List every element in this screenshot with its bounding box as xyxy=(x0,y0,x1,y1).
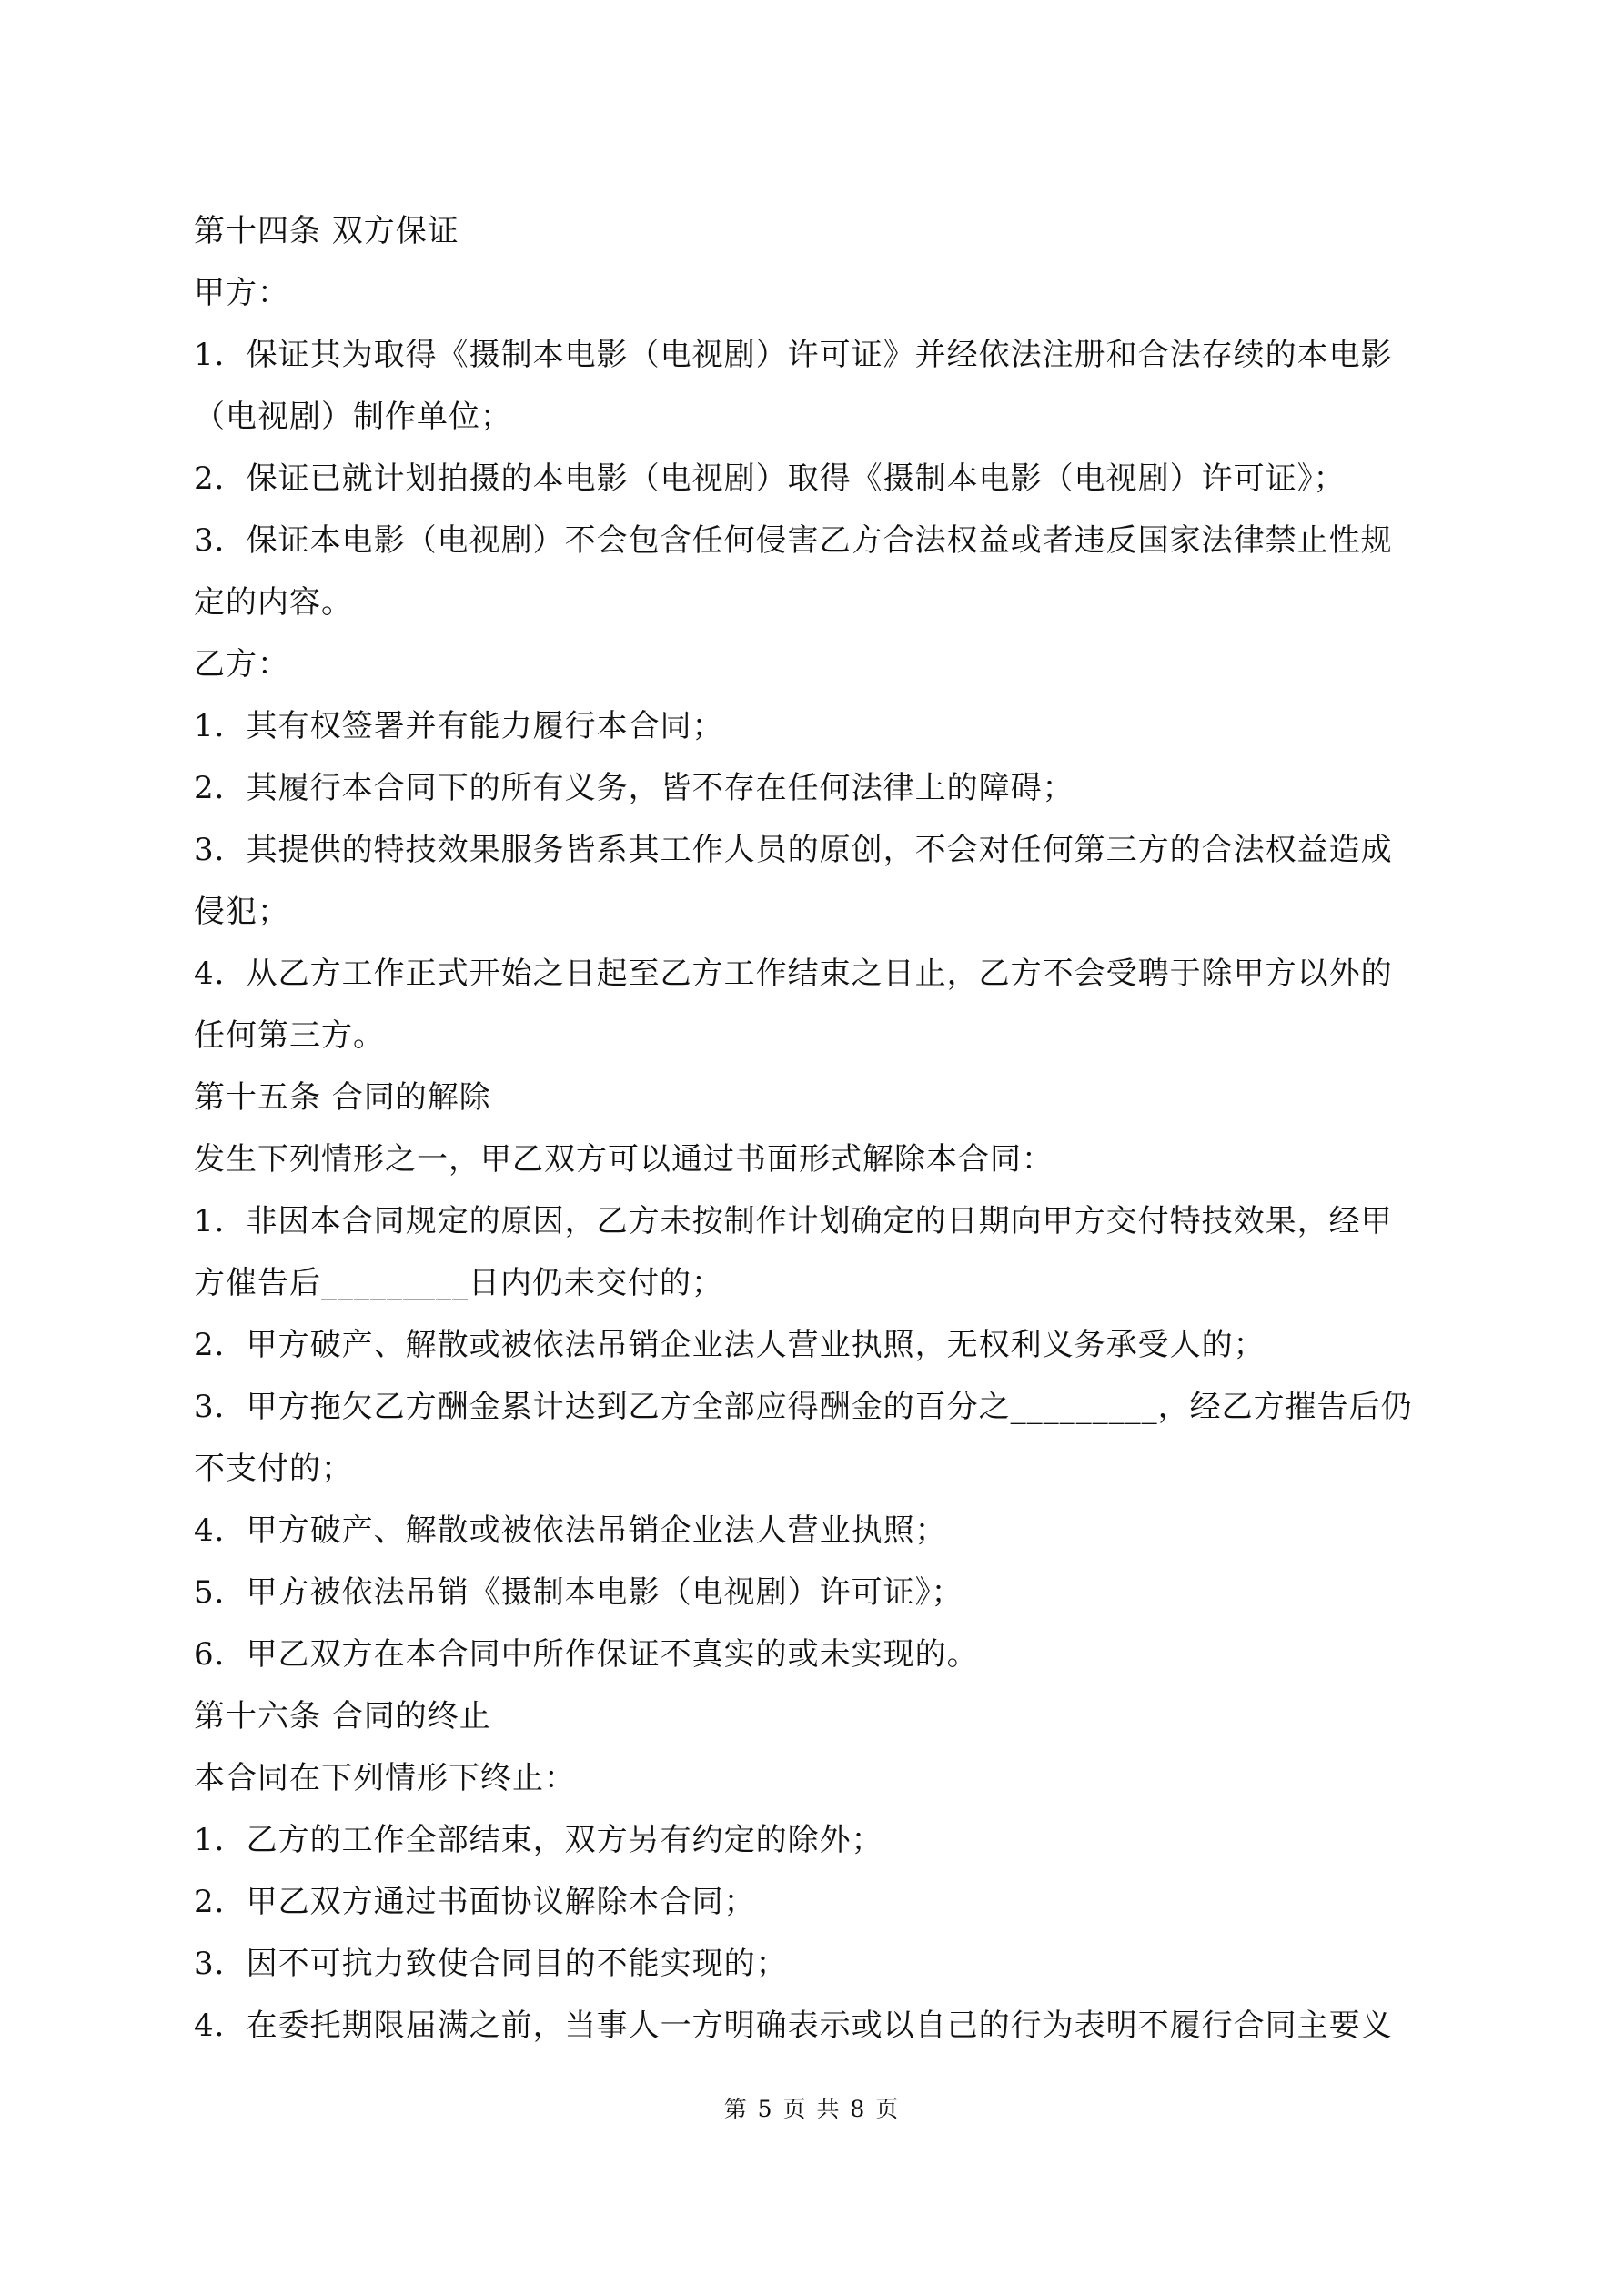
article-15-heading: 第十五条 合同的解除 xyxy=(194,1079,491,1116)
paragraph-line: 方催告后_________日内仍未交付的； xyxy=(194,1265,723,1301)
page-number-footer: 第 5 页 共 8 页 xyxy=(723,2096,901,2122)
paragraph-line: 3．甲方拖欠乙方酬金累计达到乙方全部应得酬金的百分之_________，经乙方摧告后仍 xyxy=(194,1389,1413,1425)
paragraph-line: 3．因不可抗力致使合同目的不能实现的； xyxy=(194,1946,788,1982)
paragraph-line: 4．甲方破产、解散或被依法吊销企业法人营业执照； xyxy=(194,1512,947,1549)
paragraph-line: 4．从乙方工作正式开始之日起至乙方工作结束之日止，乙方不会受聘于除甲方以外的 xyxy=(194,956,1393,992)
paragraph-line: 3．保证本电影（电视剧）不会包含任何侵害乙方合法权益或者违反国家法律禁止性规 xyxy=(194,522,1393,559)
party-a-label: 甲方： xyxy=(194,275,289,311)
paragraph-line: 1．其有权签署并有能力履行本合同； xyxy=(194,708,724,744)
paragraph-line: 侵犯； xyxy=(194,894,289,930)
document-body xyxy=(194,200,1440,2057)
paragraph-line: （电视剧）制作单位； xyxy=(194,399,512,435)
paragraph-line: 5．甲方被依法吊销《摄制本电影（电视剧）许可证》； xyxy=(194,1574,963,1611)
paragraph-line: 1．乙方的工作全部结束，双方另有约定的除外； xyxy=(194,1822,883,1858)
paragraph-line: 2．甲方破产、解散或被依法吊销企业法人营业执照，无权利义务承受人的； xyxy=(194,1327,1266,1363)
paragraph-line: 1．非因本合同规定的原因，乙方未按制作计划确定的日期向甲方交付特技效果，经甲 xyxy=(194,1203,1393,1239)
paragraph-line: 1．保证其为取得《摄制本电影（电视剧）许可证》并经依法注册和合法存续的本电影 xyxy=(194,337,1393,373)
party-b-label: 乙方： xyxy=(194,646,289,683)
paragraph-line: 6．甲乙双方在本合同中所作保证不真实的或未实现的。 xyxy=(194,1636,979,1673)
paragraph-line: 4．在委托期限届满之前，当事人一方明确表示或以自己的行为表明不履行合同主要义 xyxy=(194,2008,1393,2044)
paragraph-line: 2．甲乙双方通过书面协议解除本合同； xyxy=(194,1884,756,1920)
paragraph-line: 定的内容。 xyxy=(194,584,353,621)
paragraph-line: 本合同在下列情形下终止： xyxy=(194,1760,576,1796)
paragraph-line: 2．保证已就计划拍摄的本电影（电视剧）取得《摄制本电影（电视剧）许可证》； xyxy=(194,460,1346,497)
paragraph-line: 2．其履行本合同下的所有义务，皆不存在任何法律上的障碍； xyxy=(194,770,1074,806)
paragraph-line: 任何第三方。 xyxy=(194,1017,385,1054)
paragraph-line: 3．其提供的特技效果服务皆系其工作人员的原创，不会对任何第三方的合法权益造成 xyxy=(194,832,1393,868)
paragraph-line: 发生下列情形之一，甲乙双方可以通过书面形式解除本合同： xyxy=(194,1141,1054,1178)
article-14-heading: 第十四条 双方保证 xyxy=(194,213,459,249)
article-16-heading: 第十六条 合同的终止 xyxy=(194,1698,491,1735)
paragraph-line: 不支付的； xyxy=(194,1451,353,1487)
